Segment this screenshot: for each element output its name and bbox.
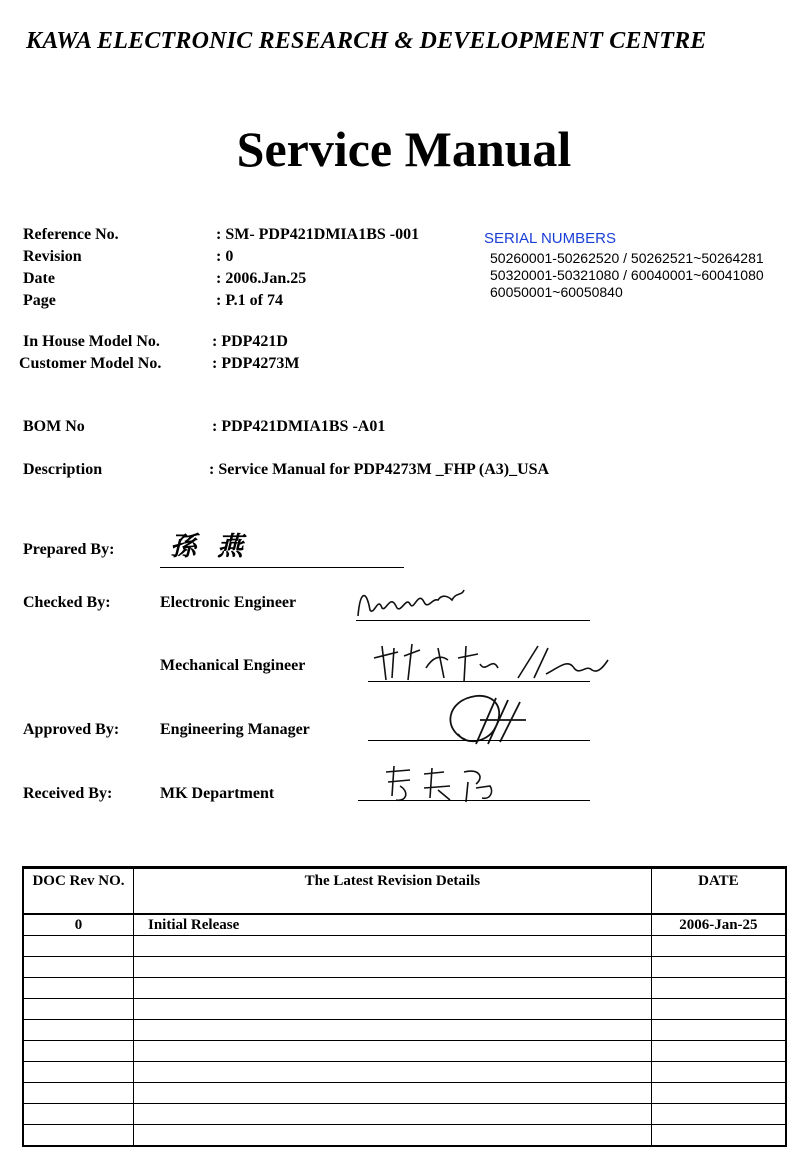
electronic-engineer-signature bbox=[352, 582, 492, 624]
engineering-manager-line bbox=[368, 740, 590, 741]
checked-by-label: Checked By: bbox=[23, 594, 111, 611]
serial-line: 50320001-50321080 / 60040001~60041080 bbox=[490, 267, 764, 283]
prepared-by-label: Prepared By: bbox=[23, 541, 115, 558]
revision-details-header: The Latest Revision Details bbox=[134, 868, 652, 915]
table-row bbox=[23, 936, 786, 957]
table-row bbox=[23, 914, 786, 936]
customer-model-value: : PDP4273M bbox=[212, 355, 300, 372]
received-by-label: Received By: bbox=[23, 785, 113, 802]
organization-title: KAWA ELECTRONIC RESEARCH & DEVELOPMENT CENTRE bbox=[26, 28, 707, 54]
table-row bbox=[23, 1125, 786, 1147]
description-value: : Service Manual for PDP4273M _FHP (A3)_USA bbox=[209, 461, 550, 478]
in-house-model-value: : PDP421D bbox=[212, 333, 288, 350]
serial-line: 50260001-50262520 / 50262521~50264281 bbox=[490, 250, 764, 266]
customer-model-label: Customer Model No. bbox=[19, 355, 162, 372]
description-label: Description bbox=[23, 461, 103, 478]
approved-by-label: Approved By: bbox=[23, 721, 120, 738]
date-value: : 2006.Jan.25 bbox=[216, 270, 307, 287]
revision-value: : 0 bbox=[216, 248, 234, 265]
table-row bbox=[23, 999, 786, 1020]
table-row bbox=[23, 1020, 786, 1041]
bom-value: : PDP421DMIA1BS -A01 bbox=[212, 418, 386, 435]
table-row bbox=[23, 1083, 786, 1104]
electronic-engineer-label: Electronic Engineer bbox=[160, 594, 297, 611]
table-row bbox=[23, 1041, 786, 1062]
mechanical-engineer-line bbox=[368, 681, 590, 682]
table-row bbox=[23, 1104, 786, 1125]
date-label: Date bbox=[23, 270, 55, 287]
reference-value: : SM- PDP421DMIA1BS -001 bbox=[216, 226, 420, 243]
electronic-engineer-line bbox=[356, 620, 590, 621]
date-cell: 2006-Jan-25 bbox=[651, 914, 786, 936]
table-row bbox=[23, 957, 786, 978]
bom-label: BOM No bbox=[23, 418, 85, 435]
in-house-model-label: In House Model No. bbox=[23, 333, 160, 350]
prepared-by-signature: 孫 燕 bbox=[170, 532, 250, 562]
document-title: Service Manual bbox=[236, 121, 572, 177]
rev-cell: 0 bbox=[23, 914, 134, 936]
page-value: : P.1 of 74 bbox=[216, 292, 283, 309]
table-row bbox=[23, 1062, 786, 1083]
engineering-manager-signature bbox=[436, 690, 536, 750]
serial-numbers-heading: SERIAL NUMBERS bbox=[484, 230, 616, 247]
serial-line: 60050001~60050840 bbox=[490, 284, 623, 300]
revision-table bbox=[22, 866, 787, 1147]
prepared-by-line bbox=[160, 567, 404, 568]
mechanical-engineer-label: Mechanical Engineer bbox=[160, 657, 306, 674]
table-row bbox=[23, 978, 786, 999]
page-label: Page bbox=[23, 292, 56, 309]
date-header: DATE bbox=[651, 868, 786, 915]
doc-rev-header: DOC Rev NO. bbox=[23, 868, 134, 915]
mk-department-label: MK Department bbox=[160, 785, 275, 802]
engineering-manager-label: Engineering Manager bbox=[160, 721, 310, 738]
details-cell: Initial Release bbox=[134, 914, 652, 936]
mk-department-line bbox=[358, 800, 590, 801]
revision-label: Revision bbox=[23, 248, 82, 265]
reference-label: Reference No. bbox=[23, 226, 119, 243]
